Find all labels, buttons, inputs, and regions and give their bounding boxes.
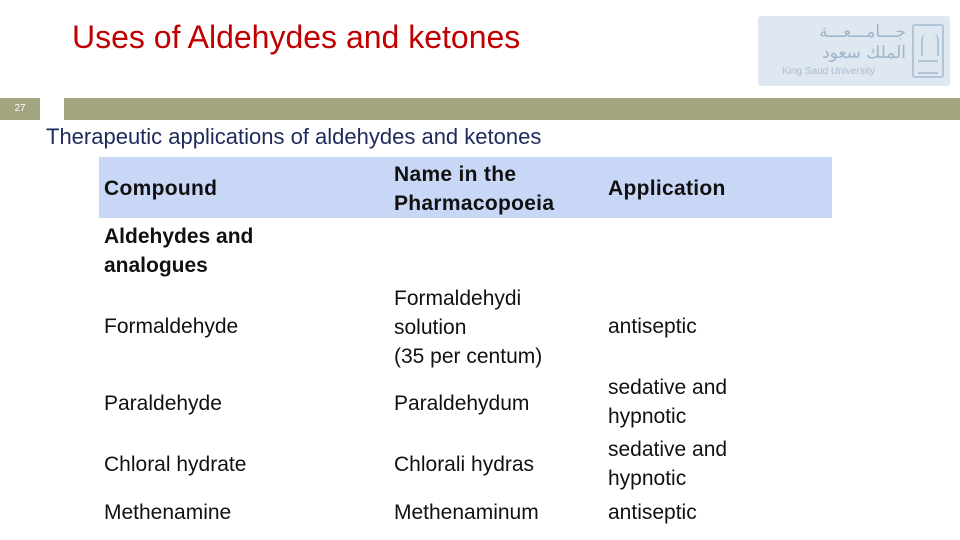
header-compound: Compound xyxy=(104,177,218,200)
row-2-application: sedative and hypnotic xyxy=(608,376,728,428)
row-1-compound: Formaldehyde xyxy=(104,315,239,338)
row-1-application: antiseptic xyxy=(608,315,697,338)
emblem-icon xyxy=(912,24,944,78)
row-4-pharmacopoeia: Methenaminum xyxy=(394,501,539,524)
row-2-compound: Paraldehyde xyxy=(104,392,222,415)
logo-arabic-line-1: جـــامـــعـــة xyxy=(819,22,906,42)
title-divider xyxy=(64,98,960,120)
row-1-pharmacopoeia: Formaldehydi solution (35 per centum) xyxy=(394,287,543,368)
row-3-compound: Chloral hydrate xyxy=(104,453,247,476)
slide-subtitle: Therapeutic applications of aldehydes and ketones xyxy=(46,124,542,149)
group-label-aldehydes: Aldehydes and analogues xyxy=(104,225,254,277)
row-4-application: antiseptic xyxy=(608,501,697,524)
slide-number: 27 xyxy=(0,98,40,120)
logo-arabic-line-2: الملك سعود xyxy=(822,43,906,63)
row-3-application: sedative and hypnotic xyxy=(608,438,728,490)
row-3-pharmacopoeia: Chlorali hydras xyxy=(394,453,535,476)
slide-title: Uses of Aldehydes and ketones xyxy=(72,19,521,55)
row-2-pharmacopoeia: Paraldehydum xyxy=(394,392,530,415)
logo-latin-text: King Saud University xyxy=(782,66,875,77)
header-pharmacopoeia-name: Name in the Pharmacopoeia xyxy=(394,163,555,215)
university-logo xyxy=(758,16,950,86)
header-application: Application xyxy=(608,177,726,200)
row-4-compound: Methenamine xyxy=(104,501,232,524)
